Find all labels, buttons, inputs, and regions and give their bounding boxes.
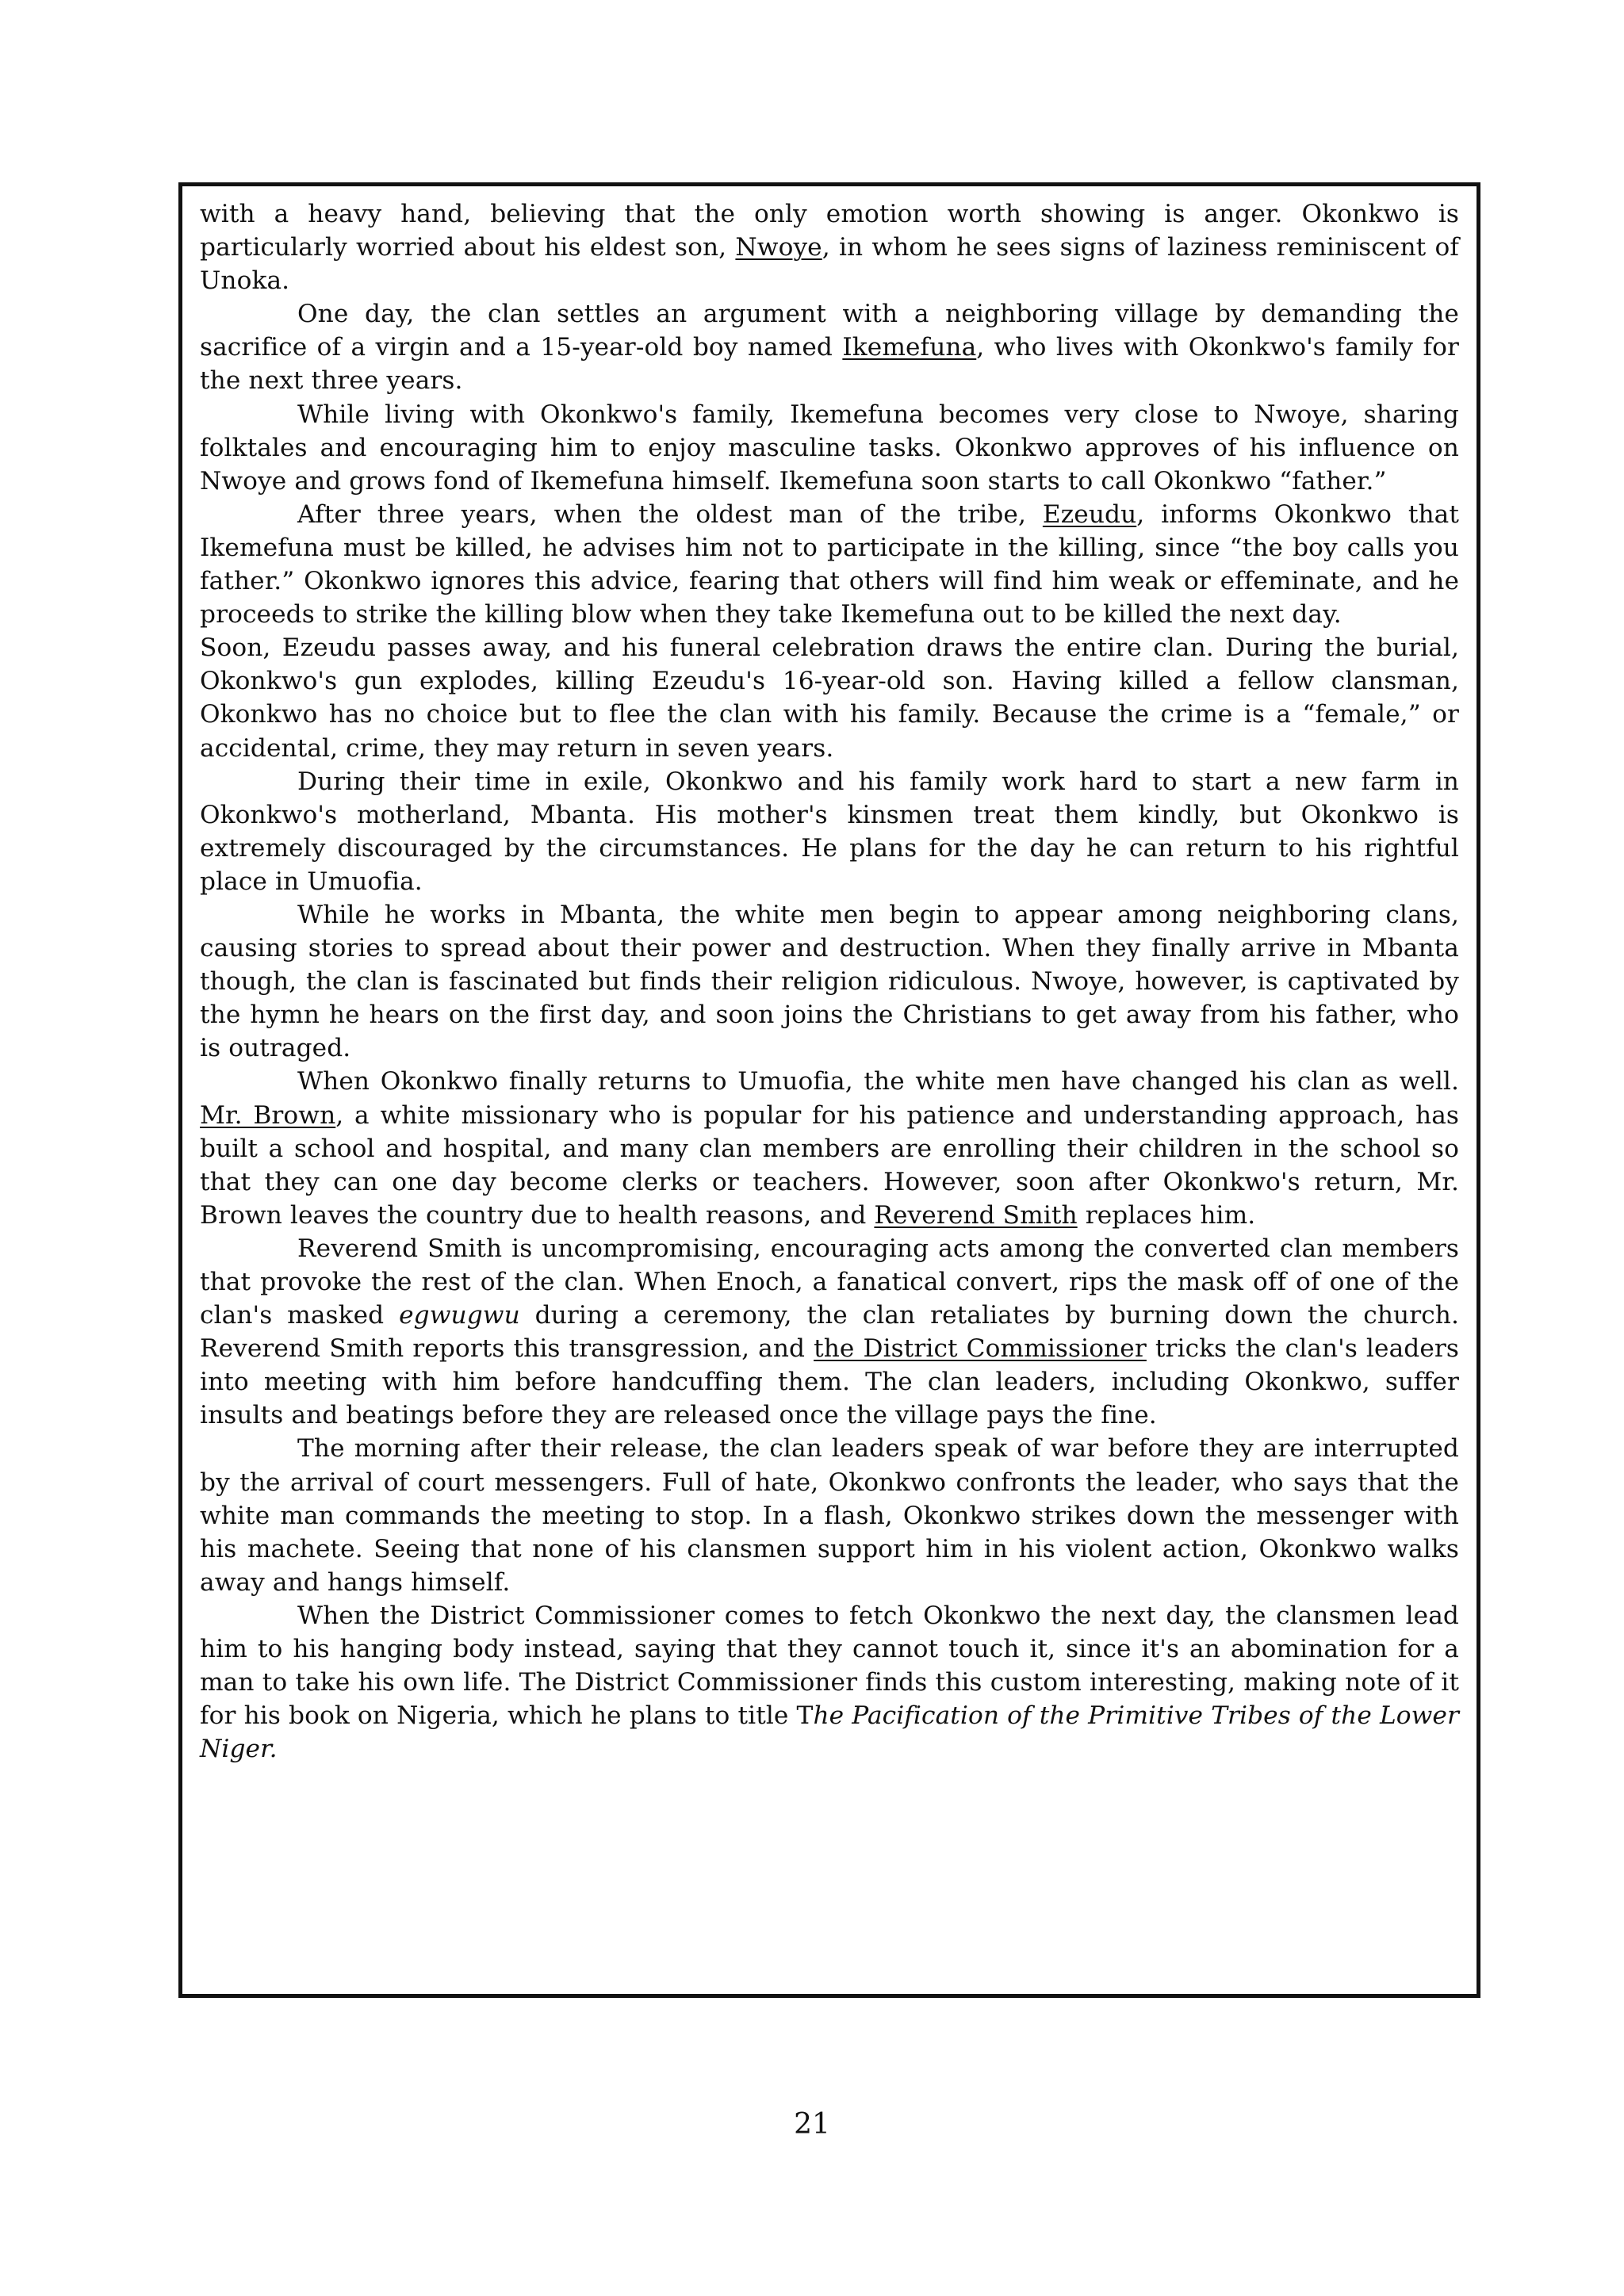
paragraph-text: After three years, when the oldest man of the tribe, <box>297 499 1043 529</box>
italic-text: he Pacification of the Primitive Tribes of the Lower Niger. <box>200 1701 1459 1764</box>
page-number: 21 <box>794 2108 830 2141</box>
paragraph-text: with a heavy hand, believing that the only emotion worth showing is anger. Okonkwo is particularly worried about his eldest son, <box>200 200 1459 262</box>
summary-paragraph <box>200 197 1459 297</box>
paragraph-text: While he works in Mbanta, the white men begin to appear among neighboring clans, causing stories to spread about their power and destruction. When they finally arrive in Mbanta though, the clan is fascinated but finds their religion ridiculous. Nwoye, however, is captivated by the hymn he hears on the first day, and soon joins the Christians to get away from his father, who is outraged. <box>200 900 1459 1063</box>
italic-text: egwugwu <box>399 1301 520 1330</box>
paragraph-text: While living with Okonkwo's family, Ikemefuna becomes very close to Nwoye, sharing folktales and encouraging him to enjoy masculine tasks. Okonkwo approves of his influence on Nwoye and grows fond of Ikemefuna himself. Ikemefuna soon starts to call Okonkwo “father.” <box>200 400 1459 496</box>
summary-paragraph <box>200 1599 1459 1766</box>
underlined-term: the District Commissioner <box>814 1334 1147 1364</box>
underlined-term: Reverend Smith <box>874 1200 1078 1230</box>
underlined-term: Nwoye <box>735 233 822 262</box>
summary-paragraph <box>200 765 1459 898</box>
paragraph-text: Soon, Ezeudu passes away, and his funeral celebration draws the entire clan. During the burial, Okonkwo's gun explodes, killing Ezeudu's 16-year-old son. Having killed a fellow clansman, Okonkwo has no choice but to flee the clan with his family. Because the crime is a “female,” or accidental, crime, they may return in seven years. <box>200 633 1459 763</box>
summary-paragraph <box>200 1232 1459 1433</box>
bordered-text-box <box>178 182 1480 1998</box>
summary-paragraph <box>200 498 1459 631</box>
paragraph-text: tricks the clan's leaders into meeting with him before handcuffing them. The clan leaders, including Okonkwo, suffer insults and beatings before they are released once the village pays the fine. <box>200 1334 1459 1430</box>
paragraph-text: , informs Okonkwo that Ikemefuna must be killed, he advises him not to participate in the killing, since “the boy calls you father.” Okonkwo ignores this advice, fearing that others will find him weak or effeminate, and he proceeds to strike the killing blow when they take Ikemefuna out to be killed the next day. <box>200 499 1460 629</box>
paragraph-text: replaces him. <box>1077 1200 1256 1230</box>
summary-paragraph <box>200 898 1459 1065</box>
paragraph-text: , who lives with Okonkwo's family for the next three years. <box>200 333 1459 396</box>
paragraph-text: One day, the clan settles an argument with a neighboring village by demanding the sacrifice of a virgin and a 15-year-old boy named <box>200 300 1459 362</box>
summary-paragraph <box>200 297 1459 397</box>
summary-paragraph <box>200 1065 1459 1231</box>
paragraph-text: When the District Commissioner comes to fetch Okonkwo the next day, the clansmen lead him to his hanging body instead, saying that they cannot touch it, since it's an abomination for a man to take his own life. The District Commissioner finds this custom interesting, making note of it for his book on Nigeria, which he plans to title T <box>200 1601 1459 1731</box>
summary-paragraph <box>200 398 1459 498</box>
paragraph-text: during a ceremony, the clan retaliates by burning down the church. Reverend Smith reports this transgression, and <box>200 1301 1459 1364</box>
summary-paragraph <box>200 631 1459 764</box>
underlined-term: Mr. Brown <box>200 1100 336 1130</box>
underlined-term: Ezeudu <box>1042 499 1137 529</box>
summary-paragraph <box>200 1432 1459 1598</box>
paragraph-text: , in whom he sees signs of laziness reminiscent of Unoka. <box>200 233 1459 296</box>
paragraph-text: The morning after their release, the clan leaders speak of war before they are interrupted by the arrival of court messengers. Full of hate, Okonkwo confronts the leader, who says that the white man commands the meeting to stop. In a flash, Okonkwo strikes down the messenger with his machete. Seeing that none of his clansmen support him in his violent action, Okonkwo walks away and hangs himself. <box>200 1434 1459 1597</box>
underlined-term: Ikemefuna <box>842 333 977 362</box>
paragraph-text: During their time in exile, Okonkwo and his family work hard to start a new farm in Okonkwo's motherland, Mbanta. His mother's kinsmen treat them kindly, but Okonkwo is extremely discouraged by the circumstances. He plans for the day he can return to his rightful place in Umuofia. <box>200 767 1459 896</box>
paragraph-text: , a white missionary who is popular for his patience and understanding approach, has built a school and hospital, and many clan members are enrolling their children in the school so that they can one day become clerks or teachers. However, soon after Okonkwo's return, Mr. Brown leaves the country due to health reasons, and <box>200 1100 1459 1230</box>
paragraph-text: Reverend Smith is uncompromising, encouraging acts among the converted clan members that provoke the rest of the clan. When Enoch, a fanatical convert, rips the mask off of one of the clan's masked <box>200 1234 1459 1330</box>
paragraph-text: When Okonkwo finally returns to Umuofia, the white men have changed his clan as well. <box>297 1067 1459 1096</box>
